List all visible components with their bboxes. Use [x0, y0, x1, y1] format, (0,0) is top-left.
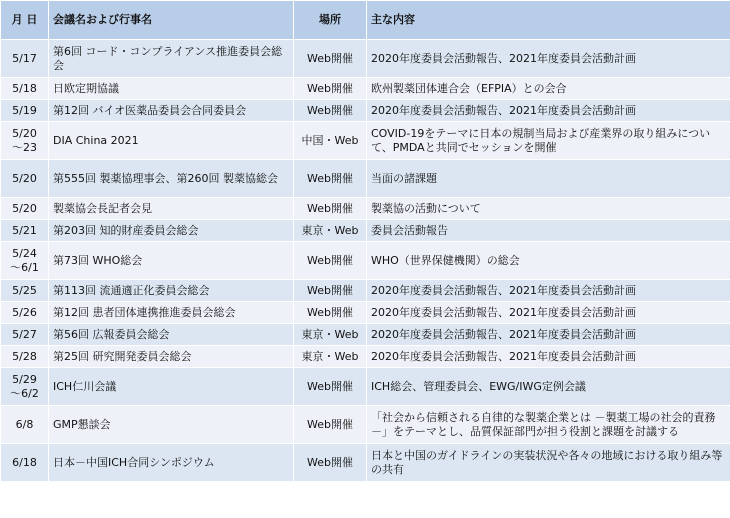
header-place: 場所 [294, 1, 367, 40]
cell-event: DIA China 2021 [49, 122, 294, 160]
cell-content: 2020年度委員会活動報告、2021年度委員会活動計画 [367, 302, 730, 324]
cell-place: Web開催 [294, 406, 367, 444]
cell-content: 欧州製薬団体連合会（EFPIA）との会合 [367, 78, 730, 100]
cell-place: 中国・Web [294, 122, 367, 160]
cell-date: 5/17 [1, 40, 49, 78]
cell-date: 5/28 [1, 346, 49, 368]
cell-content: 2020年度委員会活動報告、2021年度委員会活動計画 [367, 324, 730, 346]
cell-content: 日本と中国のガイドラインの実装状況や各々の地域における取り組み等の共有 [367, 444, 730, 482]
cell-date: 5/21 [1, 220, 49, 242]
cell-event: 第555回 製薬協理事会、第260回 製薬協総会 [49, 160, 294, 198]
table-row [1, 280, 730, 302]
cell-content: WHO（世界保健機関）の総会 [367, 242, 730, 280]
cell-event: 第12回 患者団体連携推進委員会総会 [49, 302, 294, 324]
cell-place: Web開催 [294, 100, 367, 122]
table-row [1, 220, 730, 242]
cell-date: 6/8 [1, 406, 49, 444]
cell-place: Web開催 [294, 198, 367, 220]
cell-date: 6/18 [1, 444, 49, 482]
cell-event: GMP懇談会 [49, 406, 294, 444]
cell-content: 2020年度委員会活動報告、2021年度委員会活動計画 [367, 40, 730, 78]
cell-event: 日欧定期協議 [49, 78, 294, 100]
cell-content: 2020年度委員会活動報告、2021年度委員会活動計画 [367, 100, 730, 122]
cell-date: 5/18 [1, 78, 49, 100]
table-row [1, 40, 730, 78]
table-row [1, 346, 730, 368]
header-event: 会議名および行事名 [49, 1, 294, 40]
table-row [1, 324, 730, 346]
cell-place: Web開催 [294, 302, 367, 324]
cell-place: Web開催 [294, 242, 367, 280]
cell-date: 5/19 [1, 100, 49, 122]
cell-content: 委員会活動報告 [367, 220, 730, 242]
cell-place: 東京・Web [294, 324, 367, 346]
cell-event: 第203回 知的財産委員会総会 [49, 220, 294, 242]
table-row [1, 160, 730, 198]
cell-place: Web開催 [294, 368, 367, 406]
table-row [1, 100, 730, 122]
cell-date: 5/24 ～6/1 [1, 242, 49, 280]
table-row [1, 198, 730, 220]
cell-date: 5/20 ～23 [1, 122, 49, 160]
cell-event: 第6回 コード・コンプライアンス推進委員会総会 [49, 40, 294, 78]
cell-date: 5/25 [1, 280, 49, 302]
cell-event: 第25回 研究開発委員会総会 [49, 346, 294, 368]
table-row [1, 242, 730, 280]
cell-place: 東京・Web [294, 346, 367, 368]
table-row [1, 78, 730, 100]
cell-content: 2020年度委員会活動報告、2021年度委員会活動計画 [367, 280, 730, 302]
cell-content: COVID-19をテーマに日本の規制当局および産業界の取り組みについて、PMDAと共同でセッションを開催 [367, 122, 730, 160]
cell-event: 製薬協会長記者会見 [49, 198, 294, 220]
cell-date: 5/20 [1, 198, 49, 220]
cell-place: Web開催 [294, 280, 367, 302]
table-row [1, 406, 730, 444]
cell-place: Web開催 [294, 78, 367, 100]
table-row [1, 122, 730, 160]
cell-content: 「社会から信頼される自律的な製薬企業とは －製薬工場の社会的責務－」をテーマとし、品質保証部門が担う役割と課題を討議する [367, 406, 730, 444]
table-row [1, 368, 730, 406]
cell-date: 5/29 ～6/2 [1, 368, 49, 406]
cell-place: Web開催 [294, 444, 367, 482]
table-row [1, 444, 730, 482]
cell-event: 第73回 WHO総会 [49, 242, 294, 280]
cell-event: 第113回 流通適正化委員会総会 [49, 280, 294, 302]
header-date: 月 日 [1, 1, 49, 40]
cell-event: ICH仁川会議 [49, 368, 294, 406]
cell-event: 第12回 バイオ医薬品委員会合同委員会 [49, 100, 294, 122]
cell-event: 第56回 広報委員会総会 [49, 324, 294, 346]
cell-place: 東京・Web [294, 220, 367, 242]
cell-content: 製薬協の活動について [367, 198, 730, 220]
header-row [1, 1, 730, 40]
header-content: 主な内容 [367, 1, 730, 40]
cell-place: Web開催 [294, 160, 367, 198]
table-row [1, 302, 730, 324]
cell-place: Web開催 [294, 40, 367, 78]
cell-date: 5/20 [1, 160, 49, 198]
cell-date: 5/27 [1, 324, 49, 346]
cell-content: ICH総会、管理委員会、EWG/IWG定例会議 [367, 368, 730, 406]
cell-content: 当面の諸課題 [367, 160, 730, 198]
cell-content: 2020年度委員会活動報告、2021年度委員会活動計画 [367, 346, 730, 368]
cell-event: 日本－中国ICH合同シンポジウム [49, 444, 294, 482]
cell-date: 5/26 [1, 302, 49, 324]
